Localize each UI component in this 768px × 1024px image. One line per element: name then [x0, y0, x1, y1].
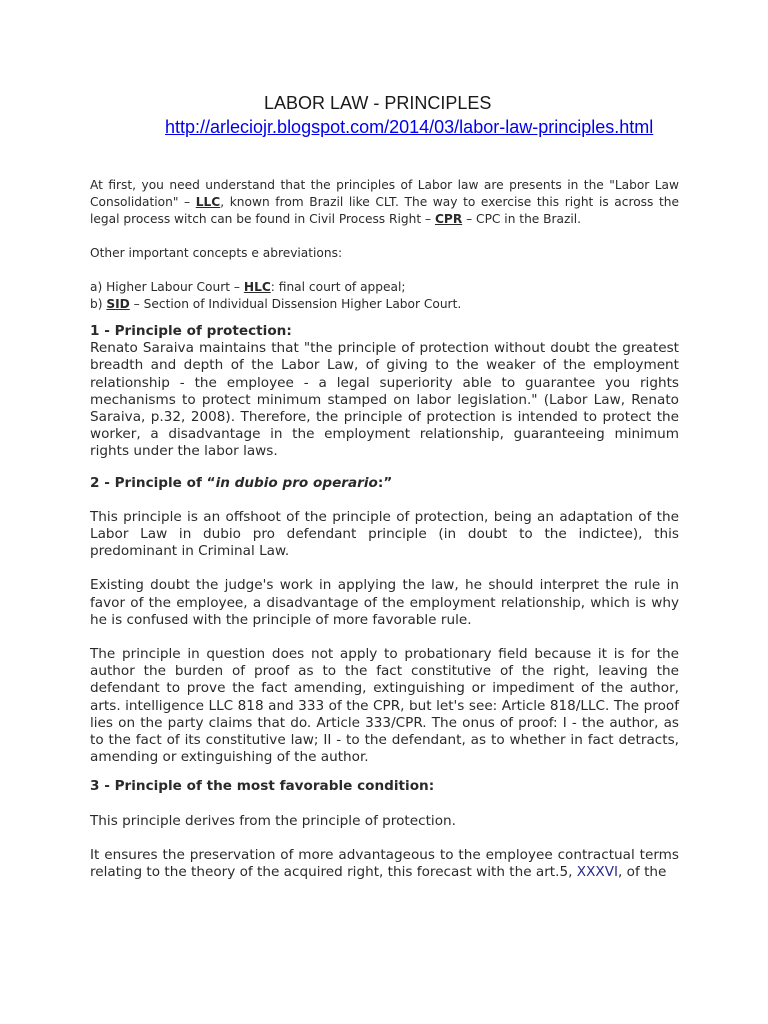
document-body	[90, 177, 679, 881]
xxxvi-link[interactable]: XXXVI	[576, 864, 618, 881]
section-2-paragraph-1: This principle is an offshoot of the principle of protection, being an adaptation of the Labor Law in dubio pro defendant principle (in doubt to the indictee), this predominant in Criminal Law.	[90, 508, 679, 560]
section-3-paragraph-1: This principle derives from the principle of protection.	[90, 812, 456, 829]
intro-text: , known from Brazil like CLT. The way to exercise this right is across the legal process witch can be found in Civil Process Right –	[90, 195, 679, 226]
section-3-paragraph-2	[90, 847, 679, 881]
section-2-paragraph-3: The principle in question does not apply to probationary field because it is for the author the burden of proof as to the fact constitutive of the right, leaving the defendant to prove the fact amending, extinguishing or impediment of the author, arts. intelligence LLC 818 and 333 of the CPR, but let's see: Article 818/LLC. The proof lies on the party claims that do. Article 333/CPR. The onus of proof: I - the author, as to the fact of its constitutive law; II - to the defendant, as to whether in fact detracts, amending or extinguishing of the author.	[90, 646, 679, 766]
list-item-sid	[90, 296, 679, 313]
cpr-abbr: CPR	[434, 212, 463, 226]
concepts-intro: Other important concepts e abreviations:	[90, 246, 343, 260]
intro-text: – CPC in the Brazil.	[462, 212, 582, 226]
list-text: b)	[90, 297, 107, 311]
heading-text: 2 - Principle of “	[90, 474, 216, 491]
intro-text: At first, you need understand that the principles of Labor law are presents in the "Labor Law Consolidation" –	[90, 178, 679, 209]
section-2-paragraph-2: Existing doubt the judge's work in applying the law, he should interpret the rule in favor of the employee, a disadvantage of the employment relationship, which is why he is confused with the principle of more favorable rule.	[90, 577, 679, 628]
paragraph-text: , of the	[618, 864, 667, 881]
paragraph-text: It ensures the preservation of more advantageous to the employee contractual terms relating to the theory of the acquired right, this forecast with the art.5,	[90, 846, 679, 881]
list-item-hlc	[90, 279, 679, 296]
document-title: LABOR LAW - PRINCIPLES	[264, 93, 492, 113]
sid-abbr: SID	[106, 297, 130, 311]
llc-abbr: LLC	[195, 195, 221, 209]
section-3-heading: 3 - Principle of the most favorable condition:	[90, 778, 435, 795]
heading-text: :”	[377, 474, 393, 491]
hlc-abbr: HLC	[243, 280, 271, 294]
section-2-heading	[90, 475, 679, 492]
intro-paragraph	[90, 177, 679, 228]
source-link[interactable]: http://arleciojr.blogspot.com/2014/03/labor-law-principles.html	[165, 117, 654, 137]
list-text: a) Higher Labour Court –	[90, 280, 244, 294]
section-1-heading: 1 - Principle of protection:	[90, 323, 292, 339]
section-1-text: Renato Saraiva maintains that "the principle of protection without doubt the greatest breadth and depth of the Labor Law, of giving to the weaker of the employment relationship - the employee - a legal superiority able to guarantee you rights mechanisms to protect minimum stamped on labor legislation." (Labor Law, Renato Saraiva, p.32, 2008). Therefore, the principle of protection is intended to protect the worker, a disadvantage in the employment relationship, guaranteeing minimum rights under the labor laws.	[90, 340, 679, 460]
list-text: : final court of appeal;	[270, 280, 406, 294]
heading-italic: in dubio pro operario	[215, 474, 378, 491]
list-text: – Section of Individual Dissension Higher Labor Court.	[129, 297, 462, 311]
